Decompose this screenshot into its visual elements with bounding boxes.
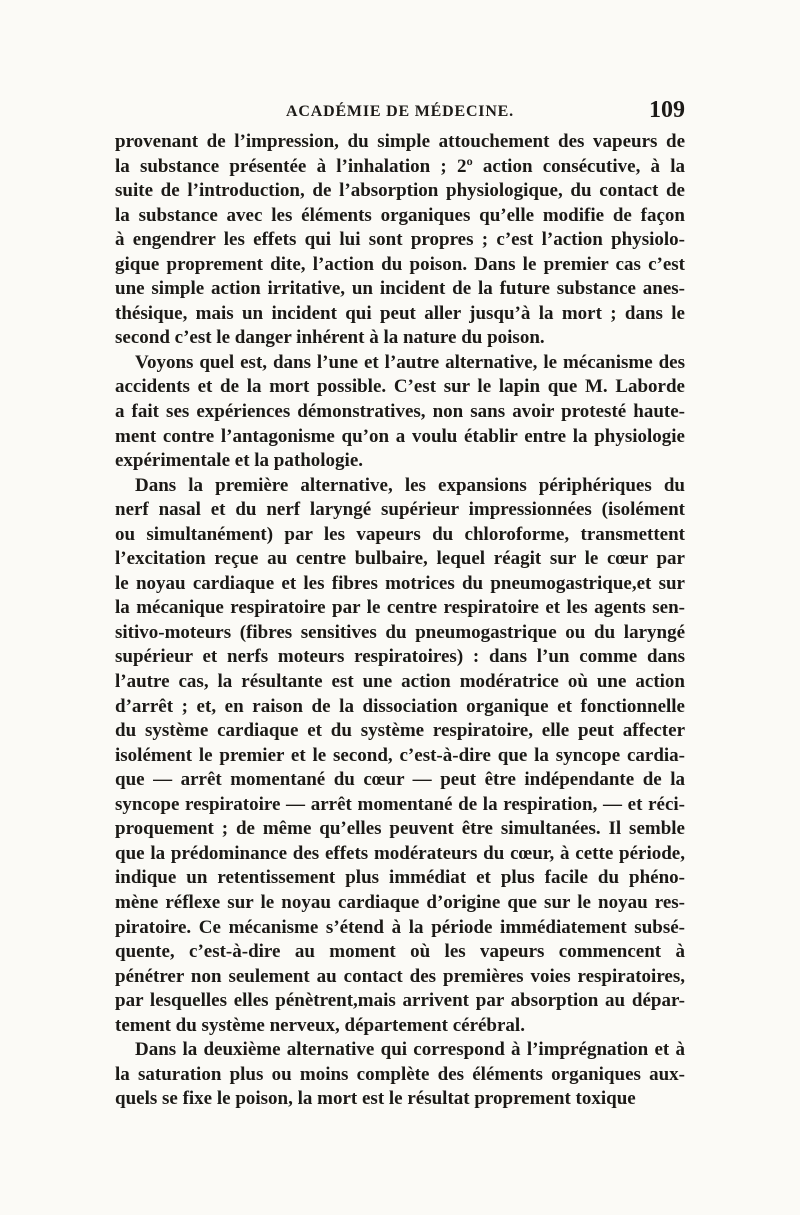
text-line: une simple action irritative, un incident de la future substance anes- <box>115 278 685 300</box>
paragraph <box>115 1038 685 1112</box>
paragraph <box>115 474 685 1039</box>
text-line: expérimentale et la pathologie. <box>115 450 364 472</box>
text-line: le noyau cardiaque et les fibres motrices du pneumogastrique,et sur <box>115 572 685 594</box>
text-line: l’excitation reçue au centre bulbaire, lequel réagit sur le cœur par <box>115 548 685 570</box>
text-line: indique un retentissement plus immédiat et plus facile du phéno- <box>115 867 685 889</box>
text-line: suite de l’introduction, de l’absorption physiologique, du contact de <box>115 180 685 202</box>
text-line: que la prédominance des effets modérateurs du cœur, à cette période, <box>115 842 685 864</box>
text-line: par lesquelles elles pénètrent,mais arrivent par absorption au dépar- <box>115 990 685 1012</box>
text-line: syncope respiratoire — arrêt momentané de la respiration, — et réci- <box>115 793 685 815</box>
text-line: ou simultanément) par les vapeurs du chloroforme, transmettent <box>115 523 685 545</box>
text-line: provenant de l’impression, du simple attouchement des vapeurs de <box>115 131 685 152</box>
text-line: quente, c’est-à-dire au moment où les vapeurs commencent à <box>115 941 685 963</box>
text-line: supérieur et nerfs moteurs respiratoires) : dans l’un comme dans <box>115 646 685 668</box>
text-line: à engendrer les effets qui lui sont propres ; c’est l’action physiolo- <box>115 229 685 251</box>
text-line: Voyons quel est, dans l’une et l’autre alternative, le mécanisme des <box>135 351 685 373</box>
text-line: d’arrêt ; et, en raison de la dissociation organique et fonctionnelle <box>115 695 685 717</box>
text-line: sitivo-moteurs (fibres sensitives du pneumogastrique ou du laryngé <box>115 621 685 643</box>
text-line: pénétrer non seulement au contact des premières voies respiratoires, <box>115 965 685 987</box>
text-line: piratoire. Ce mécanisme s’étend à la période immédiatement subsé- <box>115 916 685 938</box>
text-line: la substance avec les éléments organiques qu’elle modifie de façon <box>115 204 685 226</box>
text-line: isolément le premier et le second, c’est-à-dire que la syncope cardia- <box>115 744 685 766</box>
paragraph <box>115 130 685 351</box>
text-line: mène réflexe sur le noyau cardiaque d’origine que sur le noyau res- <box>115 891 685 913</box>
text-line: Dans la première alternative, les expansions périphériques du <box>135 474 685 496</box>
text-line: proquement ; de même qu’elles peuvent être simultanées. Il semble <box>115 818 685 840</box>
text-line: gique proprement dite, l’action du poison. Dans le premier cas c’est <box>115 253 685 275</box>
text-line: l’autre cas, la résultante est une action modératrice où une action <box>115 671 685 693</box>
text-line: du système cardiaque et du système respiratoire, elle peut affecter <box>115 720 685 742</box>
text-line: la saturation plus ou moins complète des éléments organiques aux- <box>115 1063 685 1085</box>
text-line: thésique, mais un incident qui peut aller jusqu’à la mort ; dans le <box>115 302 685 324</box>
text-line: que — arrêt momentané du cœur — peut être indépendante de la <box>115 769 685 791</box>
text-line: nerf nasal et du nerf laryngé supérieur impressionnées (isolément <box>115 499 685 521</box>
text-line: Dans la deuxième alternative qui correspond à l’imprégnation et à <box>135 1039 685 1061</box>
body-text <box>115 130 685 1112</box>
text-line: la substance présentée à l’inhalation ; 2º action consécutive, à la <box>115 155 685 177</box>
text-line: ment contre l’antagonisme qu’on a voulu établir entre la physiologie <box>115 425 685 447</box>
text-line: accidents et de la mort possible. C’est sur le lapin que M. Laborde <box>115 376 685 398</box>
page-number: 109 <box>649 97 685 123</box>
text-line: quels se fixe le poison, la mort est le résultat proprement toxique <box>115 1088 636 1110</box>
running-head: ACADÉMIE DE MÉDECINE. <box>286 103 514 120</box>
page-header <box>115 97 685 127</box>
text-line: a fait ses expériences démonstratives, non sans avoir protesté haute- <box>115 401 685 423</box>
text-line: la mécanique respiratoire par le centre respiratoire et les agents sen- <box>115 597 685 619</box>
text-line: tement du système nerveux, département cérébral. <box>115 1014 525 1036</box>
paragraph <box>115 351 685 474</box>
text-line: second c’est le danger inhérent à la nature du poison. <box>115 327 545 349</box>
